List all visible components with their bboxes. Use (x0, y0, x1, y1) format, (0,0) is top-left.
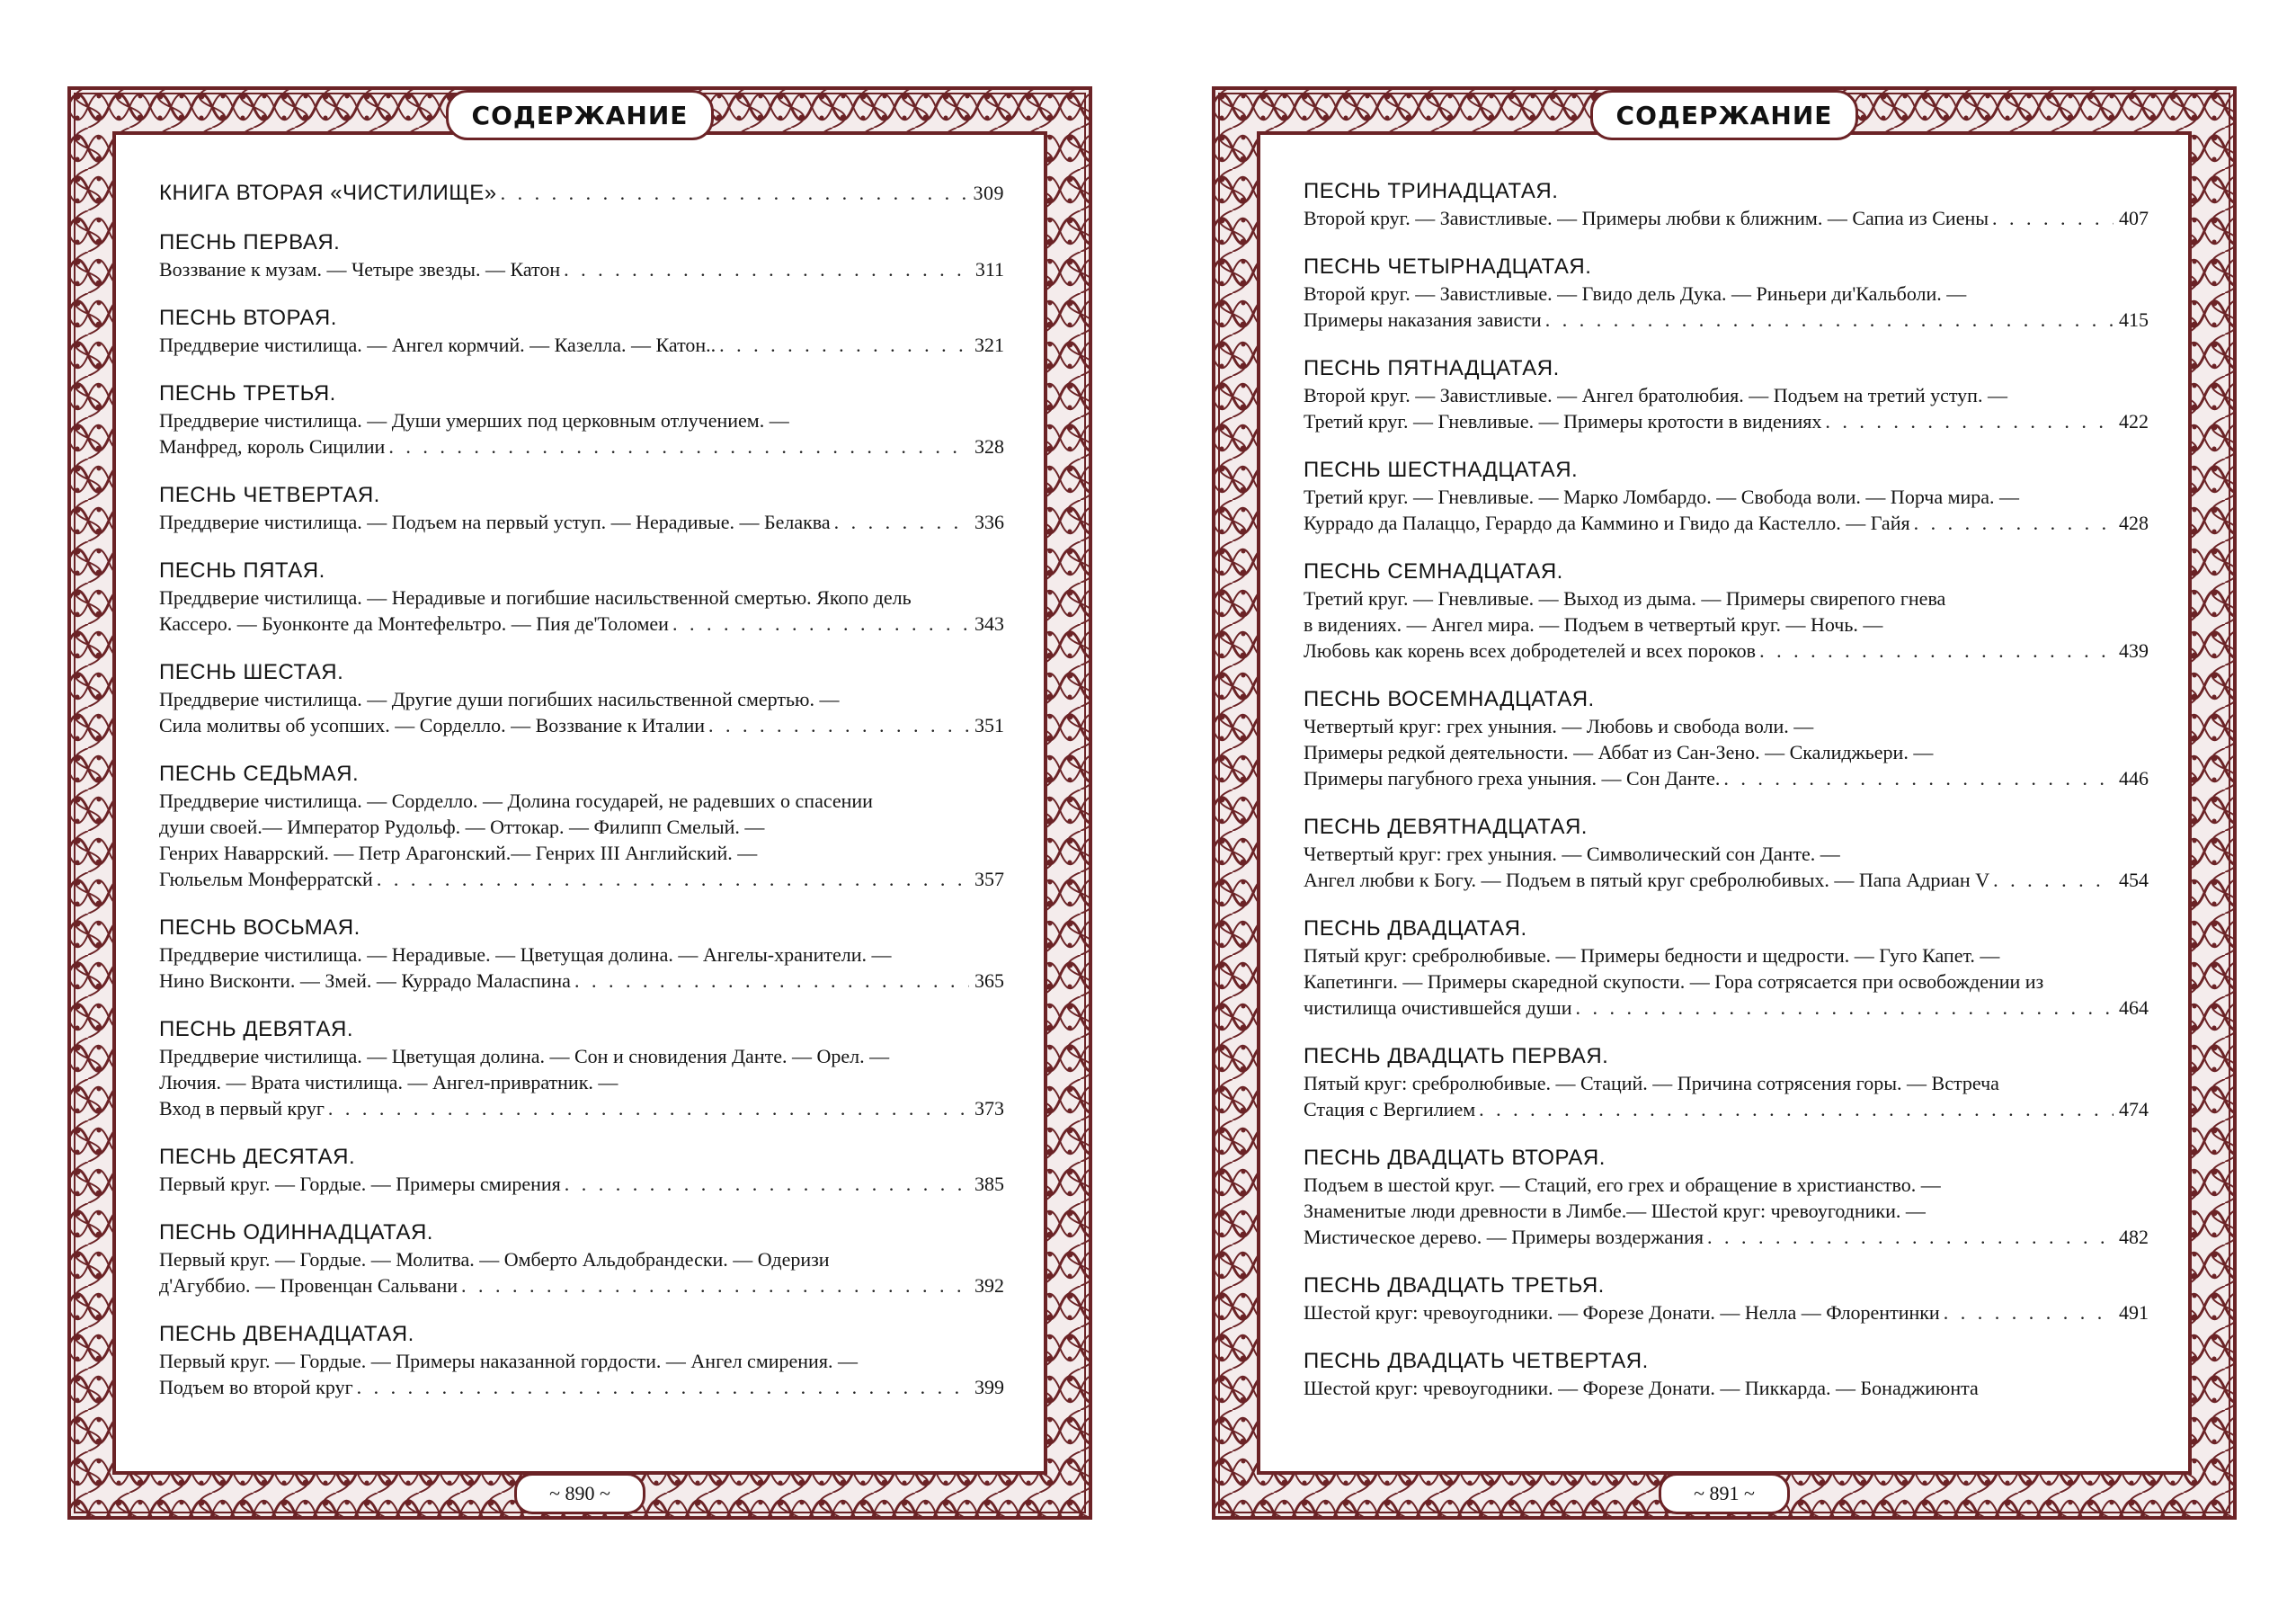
entry-title: ПЕСНЬ СЕМНАДЦАТАЯ. (1304, 559, 1563, 584)
dot-leader (672, 611, 969, 637)
page-number: ~ 891 ~ (1659, 1473, 1790, 1514)
toc-entry-canto-10 (159, 1144, 1004, 1197)
toc-entry-canto-24 (1304, 1348, 2149, 1401)
entry-title: ПЕСНЬ ОДИННАДЦАТАЯ. (159, 1220, 433, 1245)
dot-leader (357, 1374, 969, 1400)
entry-description: Подъем во второй круг (159, 1376, 353, 1398)
entry-description: Первый круг. — Гордые. — Примеры наказанной гордости. — Ангел смирения. — (159, 1350, 858, 1372)
entry-description: Лючия. — Врата чистилища. — Ангел-привратник. — (159, 1071, 618, 1093)
entry-page-number: 407 (2119, 207, 2149, 229)
entry-description: Преддверие чистилища. — Нерадивые и погибшие насильственной смертью. Якопо дель (159, 586, 912, 609)
entry-page-number: 446 (2119, 767, 2149, 790)
entry-description: Шестой круг: чревоугодники. — Форезе Донати. — Нелла — Флорентинки (1304, 1301, 1940, 1324)
entry-title: ПЕСНЬ ПЕРВАЯ. (159, 230, 341, 254)
page-number: ~ 890 ~ (514, 1473, 645, 1514)
entry-description: Мистическое дерево. — Примеры воздержания (1304, 1226, 1704, 1248)
dot-leader (1825, 408, 2114, 434)
entry-page-number: 351 (974, 714, 1004, 736)
entry-description: Четвертый круг: грех уныния. — Любовь и свобода воли. — (1304, 715, 1814, 737)
entry-description: Знаменитые люди древности в Лимбе.— Шестой круг: чревоугодники. — (1304, 1200, 1926, 1222)
entry-description: Третий круг. — Гневливые. — Выход из дыма. — Примеры свирепого гнева (1304, 587, 1946, 610)
entry-description: Капетинги. — Примеры скаредной скупости. — Гора сотрясается при освобождении из (1304, 970, 2044, 993)
entry-description: Пятый круг: сребролюбивые. — Стаций. — Причина сотрясения горы. — Встреча (1304, 1072, 1999, 1094)
entry-description: Примеры пагубного греха уныния. — Сон Данте. (1304, 767, 1721, 790)
page-title: СОДЕРЖАНИЕ (446, 90, 714, 140)
toc-entry-canto-8 (159, 915, 1004, 994)
entry-page-number: 365 (974, 969, 1004, 992)
toc-entry-canto-9 (159, 1016, 1004, 1121)
entry-page-number: 357 (974, 868, 1004, 890)
dot-leader (1707, 1224, 2114, 1250)
entry-title: ПЕСНЬ ПЯТНАДЦАТАЯ. (1304, 356, 1560, 380)
entry-description: Шестой круг: чревоугодники. — Форезе Донати. — Пиккарда. — Бонаджиюнта (1304, 1377, 1979, 1399)
dot-leader (1993, 867, 2114, 893)
entry-title: ПЕСНЬ ТРЕТЬЯ. (159, 381, 336, 406)
dot-leader (1759, 638, 2114, 664)
toc-entry-canto-13 (1304, 178, 2149, 231)
toc-entry-canto-6 (159, 659, 1004, 738)
dot-leader (1723, 765, 2114, 791)
entry-title: ПЕСНЬ ДВЕНАДЦАТАЯ. (159, 1322, 414, 1346)
dot-leader (461, 1272, 969, 1298)
entry-description: д'Агуббио. — Провенцан Сальвани (159, 1274, 458, 1297)
toc-entry-canto-5 (159, 558, 1004, 637)
entry-title: ПЕСНЬ ДВАДЦАТЬ ТРЕТЬЯ. (1304, 1273, 1605, 1298)
entry-page-number: 428 (2119, 512, 2149, 534)
entry-description: Преддверие чистилища. — Сорделло. — Долина государей, не радевших о спасении (159, 790, 873, 812)
dot-leader (565, 1171, 969, 1197)
entry-title: ПЕСНЬ ДЕВЯТАЯ. (159, 1017, 354, 1041)
entry-description: Вход в первый круг (159, 1097, 325, 1120)
dot-leader (328, 1095, 969, 1121)
entry-description: Гюльельм Монферратскй (159, 868, 373, 890)
entry-description: Сила молитвы об усопших. — Сорделло. — Воззвание к Италии (159, 714, 706, 736)
entry-page-number: 385 (974, 1173, 1004, 1195)
entry-description: Преддверие чистилища. — Подъем на первый уступ. — Нерадивые. — Белаква (159, 511, 831, 533)
entry-description: Примеры редкой деятельности. — Аббат из Сан-Зено. — Скалиджьери. — (1304, 741, 1934, 763)
entry-title: КНИГА ВТОРАЯ «ЧИСТИЛИЩЕ» (159, 181, 497, 205)
entry-description: Преддверие чистилища. — Цветущая долина. — Сон и сновидения Данте. — Орел. — (159, 1045, 890, 1067)
toc-entry-canto-1 (159, 229, 1004, 282)
toc-entry-canto-23 (1304, 1272, 2149, 1325)
dot-leader (834, 509, 969, 535)
entry-description: Примеры наказания зависти (1304, 308, 1542, 331)
page-title: СОДЕРЖАНИЕ (1590, 90, 1858, 140)
toc-entry-canto-12 (159, 1321, 1004, 1400)
toc-entry-canto-19 (1304, 814, 2149, 893)
entry-page-number: 439 (2119, 639, 2149, 662)
entry-page-number: 373 (974, 1097, 1004, 1120)
entry-description: чистилища очистившейся души (1304, 996, 1572, 1019)
entry-page-number: 392 (974, 1274, 1004, 1297)
dot-leader (501, 180, 968, 207)
entry-title: ПЕСНЬ ШЕСТНАДЦАТАЯ. (1304, 458, 1579, 482)
entry-title: ПЕСНЬ ЧЕТВЕРТАЯ. (159, 483, 380, 507)
entry-page-number: 491 (2119, 1301, 2149, 1324)
entry-description: Преддверие чистилища. — Ангел кормчий. — Казелла. — Катон.. (159, 334, 716, 356)
toc-entry-canto-14 (1304, 254, 2149, 333)
entry-title: ПЕСНЬ ДЕСЯТАЯ. (159, 1145, 356, 1169)
entry-page-number: 422 (2119, 410, 2149, 433)
dot-leader (1545, 307, 2114, 333)
entry-page-number: 399 (974, 1376, 1004, 1398)
toc-entry-canto-7 (159, 761, 1004, 892)
entry-description: Преддверие чистилища. — Нерадивые. — Цветущая долина. — Ангелы-хранители. — (159, 943, 892, 966)
dot-leader (1944, 1299, 2114, 1325)
toc-entry-canto-17 (1304, 558, 2149, 664)
toc-entry-canto-2 (159, 305, 1004, 358)
toc-entry-canto-16 (1304, 457, 2149, 536)
entry-title: ПЕСНЬ ПЯТАЯ. (159, 558, 325, 583)
entry-page-number: 321 (974, 334, 1004, 356)
entry-description: Четвертый круг: грех уныния. — Символический сон Данте. — (1304, 843, 1840, 865)
dot-leader (564, 256, 970, 282)
entry-description: души своей.— Император Рудольф. — Оттокар. — Филипп Смелый. — (159, 816, 765, 838)
entry-description: Ангел любви к Богу. — Подъем в пятый круг сребролюбивых. — Папа Адриан V (1304, 869, 1990, 891)
entry-title: ПЕСНЬ ДВАДЦАТАЯ. (1304, 916, 1527, 941)
entry-title: ПЕСНЬ ВТОРАЯ. (159, 306, 337, 330)
entry-page-number: 474 (2119, 1098, 2149, 1120)
toc-entry-canto-11 (159, 1219, 1004, 1298)
entry-title: ПЕСНЬ ДВАДЦАТЬ ЧЕТВЕРТАЯ. (1304, 1349, 1649, 1373)
entry-description: Второй круг. — Завистливые. — Ангел братолюбия. — Подъем на третий уступ. — (1304, 384, 2007, 406)
dot-leader (719, 332, 969, 358)
dot-leader (574, 968, 969, 994)
entry-title: ПЕСНЬ ВОСЬМАЯ. (159, 915, 360, 940)
entry-title: ПЕСНЬ ДВАДЦАТЬ ПЕРВАЯ. (1304, 1044, 1609, 1068)
entry-title: ПЕСНЬ ВОСЕМНАДЦАТАЯ. (1304, 687, 1595, 711)
entry-title: ПЕСНЬ ДЕВЯТНАДЦАТАЯ. (1304, 815, 1588, 839)
dot-leader (1576, 995, 2114, 1021)
table-of-contents (1304, 178, 2149, 1401)
page-left (67, 86, 1092, 1520)
entry-description: Нино Висконти. — Змей. — Куррадо Маласпина (159, 969, 571, 992)
entry-description: Первый круг. — Гордые. — Молитва. — Омберто Альдобрандески. — Одеризи (159, 1248, 830, 1271)
toc-entry-book-two (159, 180, 1004, 207)
toc-entry-canto-3 (159, 380, 1004, 460)
page-right (1212, 86, 2237, 1520)
dot-leader (377, 866, 969, 892)
entry-page-number: 336 (974, 511, 1004, 533)
entry-description: Куррадо да Палаццо, Герардо да Каммино и Гвидо да Кастелло. — Гайя (1304, 512, 1910, 534)
entry-description: Преддверие чистилища. — Души умерших под церковным отлучением. — (159, 409, 789, 432)
toc-entry-canto-15 (1304, 355, 2149, 434)
toc-entry-canto-22 (1304, 1145, 2149, 1250)
entry-page-number: 454 (2119, 869, 2149, 891)
entry-page-number: 311 (974, 258, 1004, 281)
toc-entry-canto-18 (1304, 686, 2149, 791)
entry-title: ПЕСНЬ СЕДЬМАЯ. (159, 762, 360, 786)
toc-entry-canto-20 (1304, 915, 2149, 1021)
dot-leader (1479, 1096, 2114, 1122)
toc-entry-canto-4 (159, 482, 1004, 535)
entry-title: ПЕСНЬ ТРИНАДЦАТАЯ. (1304, 179, 1559, 203)
table-of-contents (159, 180, 1004, 1400)
entry-description: в видениях. — Ангел мира. — Подъем в четвертый круг. — Ночь. — (1304, 613, 1883, 636)
entry-title: ПЕСНЬ ДВАДЦАТЬ ВТОРАЯ. (1304, 1146, 1606, 1170)
entry-page-number: 328 (974, 435, 1004, 458)
dot-leader (708, 712, 969, 738)
entry-description: Манфред, король Сицилии (159, 435, 386, 458)
entry-page-number: 482 (2119, 1226, 2149, 1248)
entry-description: Воззвание к музам. — Четыре звезды. — Катон (159, 258, 561, 281)
entry-description: Второй круг. — Завистливые. — Гвидо дель Дука. — Риньери ди'Кальболи. — (1304, 282, 1967, 305)
entry-description: Третий круг. — Гневливые. — Примеры кротости в видениях (1304, 410, 1822, 433)
toc-entry-canto-21 (1304, 1043, 2149, 1122)
entry-title: ПЕСНЬ ШЕСТАЯ. (159, 660, 344, 684)
dot-leader (1992, 205, 2114, 231)
entry-page-number: 309 (973, 182, 1004, 204)
entry-description: Любовь как корень всех добродетелей и всех пороков (1304, 639, 1757, 662)
entry-description: Второй круг. — Завистливые. — Примеры любви к ближним. — Сапиа из Сиены (1304, 207, 1989, 229)
entry-page-number: 343 (974, 612, 1004, 635)
entry-description: Подъем в шестой круг. — Стаций, его грех и обращение в христианство. — (1304, 1173, 1941, 1196)
entry-page-number: 415 (2119, 308, 2149, 331)
entry-title: ПЕСНЬ ЧЕТЫРНАДЦАТАЯ. (1304, 254, 1592, 279)
dot-leader (1914, 510, 2114, 536)
entry-description: Стация с Вергилием (1304, 1098, 1476, 1120)
entry-description: Преддверие чистилища. — Другие души погибших насильственной смертью. — (159, 688, 840, 710)
entry-description: Пятый круг: сребролюбивые. — Примеры бедности и щедрости. — Гуго Капет. — (1304, 944, 2000, 967)
entry-description: Генрих Наваррский. — Петр Арагонский.— Генрих III Английский. — (159, 842, 758, 864)
entry-page-number: 464 (2119, 996, 2149, 1019)
entry-description: Кассеро. — Буонконте да Монтефельтро. — Пия де'Толомеи (159, 612, 669, 635)
entry-description: Первый круг. — Гордые. — Примеры смирения (159, 1173, 561, 1195)
entry-description: Третий круг. — Гневливые. — Марко Ломбардо. — Свобода воли. — Порча мира. — (1304, 486, 2020, 508)
dot-leader (388, 433, 969, 460)
